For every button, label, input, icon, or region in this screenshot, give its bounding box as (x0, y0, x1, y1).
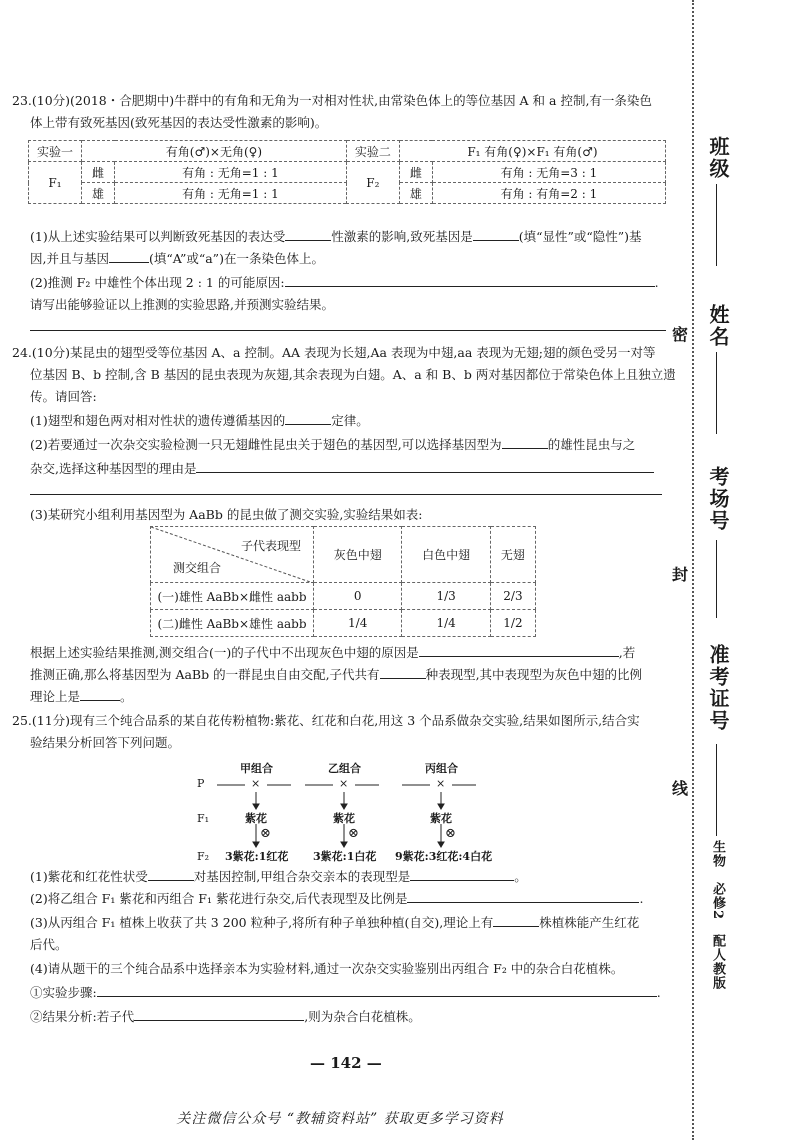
q23-exp1: 实验一 (29, 141, 82, 162)
q25-p1: (1)紫花和红花性状受 对基因控制,甲组合杂交亲本的表现型是 。 (30, 869, 527, 884)
q24-p3: (3)某研究小组利用基因型为 AaBb 的昆虫做了测交实验,实验结果如表: (30, 507, 423, 522)
q23-line2: 体上带有致死基因(致死基因的表达受性激素的影响)。 (30, 115, 328, 130)
seal-xian: 线 (672, 779, 689, 798)
name-label: 姓名 (706, 304, 730, 348)
selfing-sign: ⊗ (445, 826, 456, 841)
q23-cross1: 有角(♂)×无角(♀) (82, 141, 347, 162)
selfing-sign: ⊗ (348, 826, 359, 841)
f1-pheno: 紫花 (333, 812, 355, 825)
q25-p6: ②结果分析:若子代 ,则为杂合白花植株。 (30, 1009, 421, 1024)
q24-table-corner (151, 527, 314, 583)
group-bing: 丙组合 (425, 762, 458, 775)
q23-r1f: 有角 : 无角=1 : 1 (115, 162, 347, 183)
cross-sign: × (339, 777, 349, 790)
cross-sign: × (251, 777, 261, 790)
gen-f2: F₂ (197, 850, 210, 863)
seal-mi: 密 (672, 325, 689, 344)
room-blank (716, 540, 717, 618)
q24-p1: (1)翅型和翅色两对相对性状的遗传遵循基因的 定律。 (30, 413, 369, 428)
q23-r2m: 有角 : 有角=2 : 1 (432, 183, 665, 204)
table-row: (二)雌性 AaBb×雄性 aabb 1/4 1/4 1/2 (151, 610, 536, 637)
q24-p2c: 杂交,选择这种基因型的理由是 (30, 460, 654, 478)
q23-male1: 雄 (82, 183, 115, 204)
q25-p4: (4)请从题干的三个纯合品系中选择亲本为实验材料,通过一次杂交实验鉴别出丙组合 F₂ 中的杂合白花植株。 (30, 961, 624, 976)
col-header: 无翅 (490, 527, 535, 583)
q25-p3-line1: (3)从丙组合 F₁ 植株上收获了共 3 200 粒种子,将所有种子单独种植(自交),理论上有 株植株能产生红花 (30, 915, 640, 930)
f1-pheno: 紫花 (245, 812, 267, 825)
group-jia: 甲组合 (240, 762, 273, 775)
subject-label: 生物 必修2 配人教版 (710, 840, 725, 991)
q23-p1-line1: (1)从上述实验结果可以判断致死基因的表达受 性激素的影响,致死基因是 (填“显性”或“隐性”)基 (30, 229, 642, 244)
result-jia: 3紫花:1红花 (225, 850, 289, 863)
result-bing: 9紫花:3红花:4白花 (395, 850, 493, 863)
q24-p4-line1: 根据上述实验结果推测,测交组合(一)的子代中不出现灰色中翅的原因是 ,若 (30, 645, 636, 660)
q24-line2: 位基因 B、b 控制,含 B 基因的昆虫表现为灰翅,其余表现为白翅。A、a 和 B、b 两对基因都位于常染色体上且独立遗 (30, 367, 676, 382)
footer-watermark: 关注微信公众号 “教辅资料站” 获取更多学习资料 (176, 1111, 504, 1127)
class-blank (716, 184, 717, 266)
hdr-bottom: 测交组合 (173, 561, 222, 575)
result-yi: 3紫花:1白花 (313, 850, 377, 863)
q23-p2b: 请写出能够验证以上推测的实验思路,并预测实验结果。 (30, 297, 334, 312)
q23-female1: 雌 (82, 162, 115, 183)
gen-f1: F₁ (197, 812, 210, 825)
col-header: 白色中翅 (402, 527, 490, 583)
ticket-blank (716, 744, 717, 836)
q24-line1: 24.(10分)某昆虫的翅型受等位基因 A、a 控制。AA 表现为长翅,Aa 表现为中翅,aa 表现为无翅;翅的颜色受另一对等 (12, 345, 656, 360)
room-label: 考场号 (706, 466, 730, 532)
cross-sign: × (436, 777, 446, 790)
q23-p2: (2)推测 F₂ 中雄性个体出现 2 : 1 的可能原因: . (30, 275, 659, 290)
q23-male2: 雄 (399, 183, 432, 204)
col-header: 灰色中翅 (314, 527, 402, 583)
class-label: 班级 (706, 136, 730, 180)
name-blank (716, 352, 717, 434)
q23-answer-line (30, 330, 666, 331)
cross-diagram (195, 758, 525, 868)
q23-r1m: 有角 : 无角=1 : 1 (115, 183, 347, 204)
selfing-sign: ⊗ (260, 826, 271, 841)
q23-f2: F₂ (346, 162, 399, 204)
student-info-sidebar (672, 0, 800, 1140)
q24-p2: (2)若要通过一次杂交实验检测一只无翅雌性昆虫关于翅色的基因型,可以选择基因型为 的雄性昆虫与之 (30, 437, 636, 452)
q24-p4-line2: 推测正确,那么将基因型为 AaBb 的一群昆虫自由交配,子代共有 种表现型,其中表现型为灰色中翅的比例 (30, 667, 643, 682)
q23-cross2: F₁ 有角(♀)×F₁ 有角(♂) (399, 141, 665, 162)
page-number: — 142 — (310, 1054, 382, 1072)
q25-p3-line2: 后代。 (30, 937, 68, 952)
q25-p5: ①实验步骤: . (30, 985, 661, 1000)
group-yi: 乙组合 (328, 762, 361, 775)
gen-p: P (197, 777, 205, 790)
q25-line1: 25.(11分)现有三个纯合品系的某自花传粉植物:紫花、红花和白花,用这 3 个品系做杂交实验,结果如图所示,结合实 (12, 713, 640, 728)
ticket-label: 准考证号 (706, 644, 730, 732)
q24-answer-line (30, 494, 662, 495)
q23-r2f: 有角 : 无角=3 : 1 (432, 162, 665, 183)
q23-female2: 雌 (399, 162, 432, 183)
q23-f1: F₁ (29, 162, 82, 204)
q23-exp2: 实验二 (346, 141, 399, 162)
q23-p1-line2: 因,并且与基因 (填“A”或“a”)在一条染色体上。 (30, 251, 324, 266)
table-row: (一)雄性 AaBb×雌性 aabb 0 1/3 2/3 (151, 583, 536, 610)
seal-feng: 封 (672, 565, 689, 584)
q25-line2: 验结果分析回答下列问题。 (30, 735, 181, 750)
f1-pheno: 紫花 (430, 812, 452, 825)
q23-line1: 23.(10分)(2018・合肥期中)牛群中的有角和无角为一对相对性状,由常染色体上的等位基因 A 和 a 控制,有一条染色 (12, 93, 652, 108)
q24-line3: 传。请回答: (30, 389, 97, 404)
q23-table (28, 140, 666, 204)
q25-p2: (2)将乙组合 F₁ 紫花和丙组合 F₁ 紫花进行杂交,后代表现型及比例是 . (30, 891, 644, 906)
q24-p4-line3: 理论上是 。 (30, 689, 133, 704)
q24-table (150, 526, 536, 637)
hdr-top: 子代表现型 (240, 539, 301, 553)
